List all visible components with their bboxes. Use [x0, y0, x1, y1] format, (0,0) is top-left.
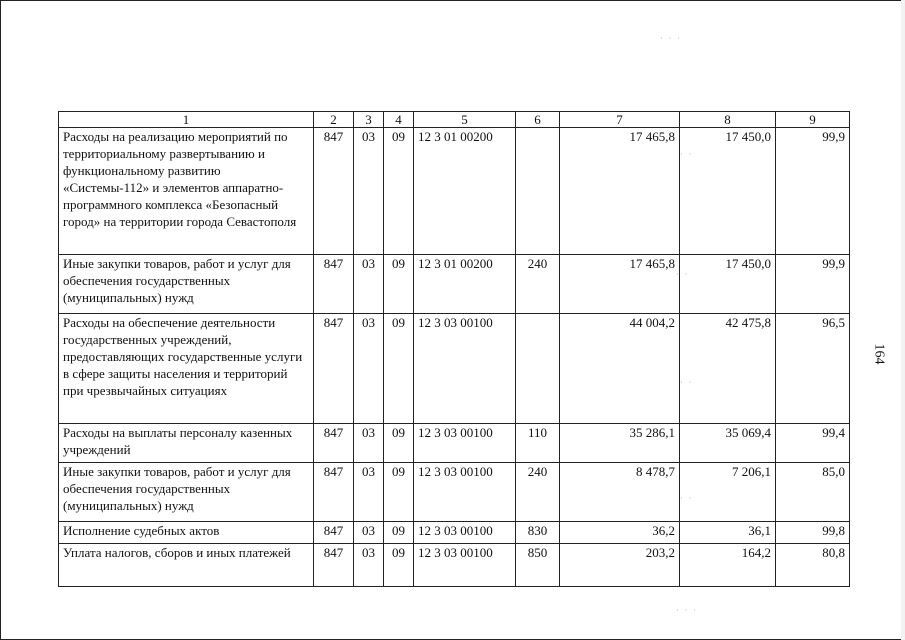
- row-vr: [516, 128, 560, 255]
- row-pct: 99,8: [776, 522, 850, 544]
- row-csr: 12 3 01 00200: [414, 128, 516, 255]
- row-plan: 36,2: [560, 522, 680, 544]
- row-pr: 09: [384, 522, 414, 544]
- row-csr: 12 3 03 00100: [414, 463, 516, 522]
- row-rz: 03: [354, 314, 384, 424]
- row-ved: 847: [314, 424, 354, 463]
- row-csr: 12 3 03 00100: [414, 544, 516, 587]
- row-name: Расходы на реализацию мероприятий по территориальному развертыванию и функциональному развитию «Системы-112» и элементов аппаратно-программного комплекса «Безопасный город» на территории города Севастополя: [59, 128, 314, 255]
- row-fact: 36,1: [680, 522, 776, 544]
- row-ved: 847: [314, 463, 354, 522]
- row-plan: 203,2: [560, 544, 680, 587]
- row-plan: 17 465,8: [560, 128, 680, 255]
- table-row: [59, 544, 850, 587]
- row-pct: 99,4: [776, 424, 850, 463]
- row-ved: 847: [314, 544, 354, 587]
- row-pr: 09: [384, 314, 414, 424]
- scan-speckle: · ·: [680, 494, 694, 503]
- col-header: 3: [354, 112, 384, 128]
- row-plan: 17 465,8: [560, 255, 680, 314]
- row-name: Расходы на обеспечение деятельности государственных учреждений, предоставляющих государственные услуги в сфере защиты населения и территорий при чрезвычайных ситуациях: [59, 314, 314, 424]
- row-ved: 847: [314, 255, 354, 314]
- row-ved: 847: [314, 314, 354, 424]
- row-name: Исполнение судебных актов: [59, 522, 314, 544]
- row-vr: 110: [516, 424, 560, 463]
- row-vr: 850: [516, 544, 560, 587]
- row-ved: 847: [314, 522, 354, 544]
- row-rz: 03: [354, 255, 384, 314]
- scan-edge: [901, 0, 905, 640]
- row-csr: 12 3 01 00200: [414, 255, 516, 314]
- table-row: [59, 424, 850, 463]
- row-vr: 240: [516, 463, 560, 522]
- row-fact: 42 475,8: [680, 314, 776, 424]
- row-csr: 12 3 03 00100: [414, 314, 516, 424]
- row-fact: 17 450,0: [680, 128, 776, 255]
- row-rz: 03: [354, 128, 384, 255]
- row-pr: 09: [384, 255, 414, 314]
- row-pr: 09: [384, 128, 414, 255]
- row-pct: 96,5: [776, 314, 850, 424]
- row-pr: 09: [384, 463, 414, 522]
- table-row: [59, 128, 850, 255]
- row-csr: 12 3 03 00100: [414, 424, 516, 463]
- table-row: [59, 522, 850, 544]
- row-name: Уплата налогов, сборов и иных платежей: [59, 544, 314, 587]
- row-fact: 17 450,0: [680, 255, 776, 314]
- row-plan: 44 004,2: [560, 314, 680, 424]
- scan-speckle: · · ·: [676, 606, 698, 615]
- row-name: Иные закупки товаров, работ и услуг для обеспечения государственных (муниципальных) нужд: [59, 463, 314, 522]
- row-fact: 7 206,1: [680, 463, 776, 522]
- table-row: [59, 314, 850, 424]
- budget-table: [58, 111, 850, 587]
- col-header: 5: [414, 112, 516, 128]
- row-plan: 35 286,1: [560, 424, 680, 463]
- row-pct: 85,0: [776, 463, 850, 522]
- col-header: 2: [314, 112, 354, 128]
- scan-speckle: · · ·: [660, 34, 682, 43]
- row-rz: 03: [354, 544, 384, 587]
- col-header: 7: [560, 112, 680, 128]
- page-number: 164: [871, 343, 887, 365]
- col-header: 8: [680, 112, 776, 128]
- table-row: [59, 255, 850, 314]
- scan-speckle: · ·: [680, 378, 694, 387]
- col-header: 6: [516, 112, 560, 128]
- row-name: Расходы на выплаты персоналу казенных учреждений: [59, 424, 314, 463]
- row-name: Иные закупки товаров, работ и услуг для обеспечения государственных (муниципальных) нужд: [59, 255, 314, 314]
- row-pct: 80,8: [776, 544, 850, 587]
- row-pr: 09: [384, 544, 414, 587]
- row-pr: 09: [384, 424, 414, 463]
- table-row: [59, 463, 850, 522]
- row-rz: 03: [354, 522, 384, 544]
- scan-speckle: · ·: [676, 270, 690, 279]
- row-vr: [516, 314, 560, 424]
- row-ved: 847: [314, 128, 354, 255]
- col-header: 4: [384, 112, 414, 128]
- header-row: [59, 112, 850, 128]
- row-pct: 99,9: [776, 255, 850, 314]
- row-fact: 164,2: [680, 544, 776, 587]
- scan-speckle: · ·: [680, 150, 694, 159]
- row-pct: 99,9: [776, 128, 850, 255]
- col-header: 1: [59, 112, 314, 128]
- row-fact: 35 069,4: [680, 424, 776, 463]
- row-plan: 8 478,7: [560, 463, 680, 522]
- col-header: 9: [776, 112, 850, 128]
- row-vr: 830: [516, 522, 560, 544]
- row-vr: 240: [516, 255, 560, 314]
- row-rz: 03: [354, 424, 384, 463]
- row-csr: 12 3 03 00100: [414, 522, 516, 544]
- row-rz: 03: [354, 463, 384, 522]
